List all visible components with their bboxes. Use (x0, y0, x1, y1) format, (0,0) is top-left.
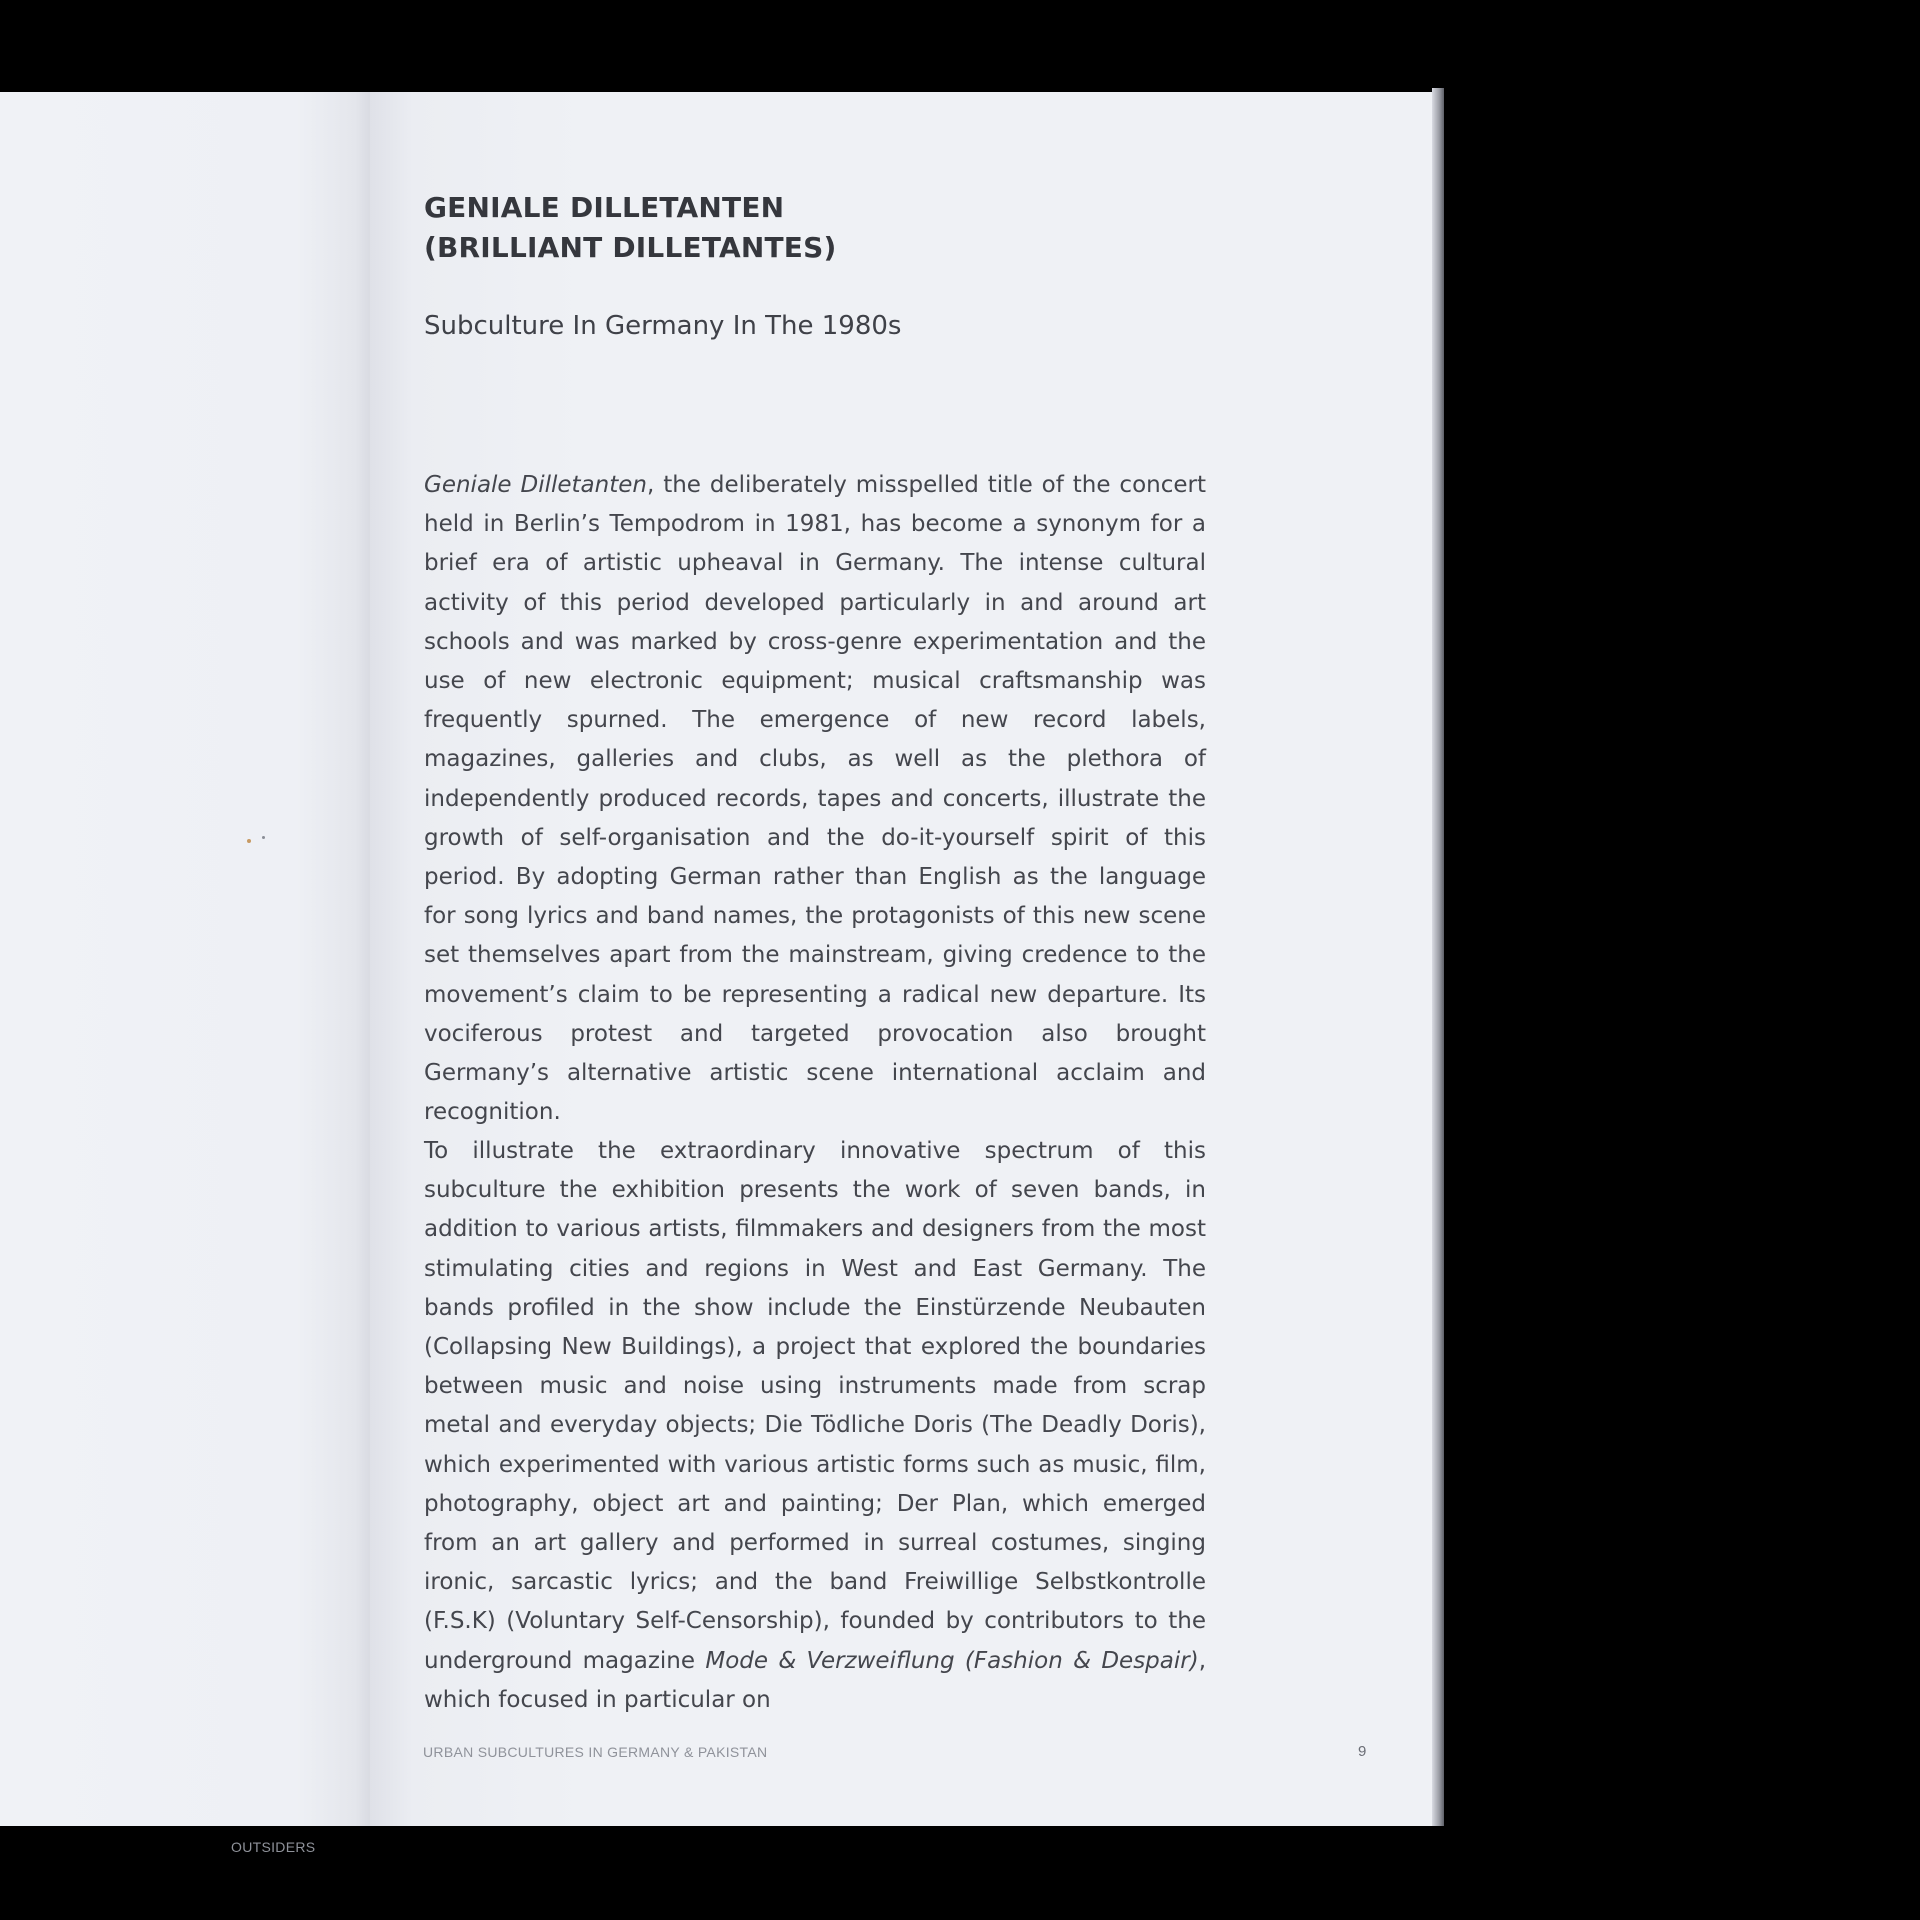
page-subtitle: Subculture In Germany In The 1980s (424, 311, 902, 341)
paper-speck (247, 839, 251, 843)
paper-speck (262, 836, 265, 839)
right-running-head: URBAN SUBCULTURES IN GERMANY & PAKISTAN (423, 1744, 768, 1760)
paragraph-1-text: , the deliberately misspelled title of the concert held in Berlin’s Tempodrom in 1981, has become a synonym for a brief era of artistic upheaval in Germany. The intense cultural activity of this period developed particularly in and around art schools and was marked by cross-genre experimentation and the use of new electronic equipment; musical craftsmanship was frequently spurned. The emergence of new record labels, magazines, galleries and clubs, as well as the plethora of independently produced records, tapes and concerts, illustrate the growth of self-organisation and the do-it-yourself spirit of this period. By adopting German rather than English as the language for song lyrics and band names, the protagonists of this new scene set themselves apart from the mainstream, giving credence to the movement’s claim to be representing a radical new departure. Its vociferous protest and targeted provocation also brought Germany’s alternative artistic scene international acclaim and recognition. (424, 472, 1206, 1126)
page-number: 9 (1358, 1743, 1367, 1760)
paragraph-2-text: To illustrate the extraordinary innovative spectrum of this subculture the exhibition presents the work of seven bands, in addition to various artists, filmmakers and designers from the most stimulating cities and regions in West and East Germany. The bands profiled in the show include the Einstürzende Neubauten (Collapsing New Buildings), a project that explored the boundaries between music and noise using instruments made from scrap metal and everyday objects; Die Tödliche Doris (The Deadly Doris), which experimented with various artistic forms such as music, film, photography, object art and painting; Der Plan, which emerged from an art gallery and performed in surreal costumes, singing ironic, sarcastic lyrics; and the band Freiwillige Selbstkontrolle (F.S.K) (Voluntary Self-Censorship), founded by contributors to the underground magazine (424, 1138, 1206, 1674)
body-paragraph-1 (424, 466, 1206, 1132)
paragraph-1-italic-lead: Geniale Dilletanten (424, 472, 647, 498)
title-line-1: GENIALE DILLETANTEN (424, 191, 785, 224)
left-page (0, 92, 370, 1855)
body-paragraph-2 (424, 1132, 1206, 1720)
paragraph-2-italic-title: Mode & Verzweiflung (Fashion & Despair) (705, 1647, 1199, 1674)
paragraph-2-text-end: , which focused in particular on (424, 1647, 1207, 1713)
page-title (424, 188, 836, 268)
title-line-2: (BRILLIANT DILLETANTES) (424, 231, 837, 264)
left-running-head: OUTSIDERS (231, 1839, 316, 1855)
page-edge (1432, 88, 1444, 1826)
